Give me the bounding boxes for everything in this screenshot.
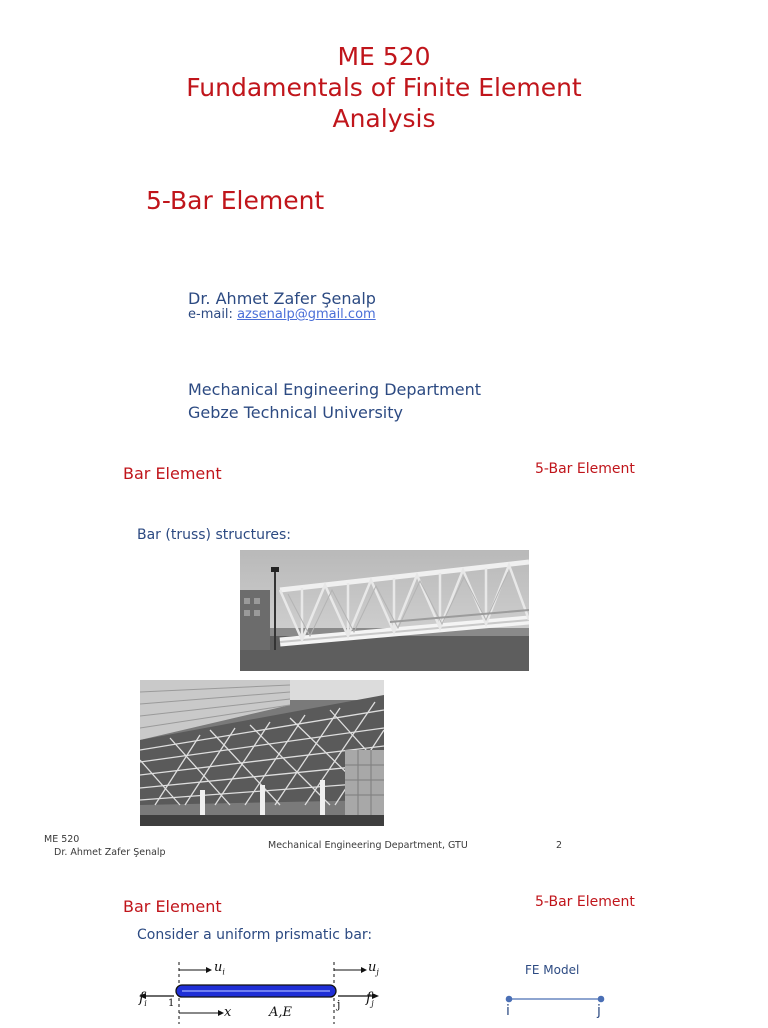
university-name: Gebze Technical University xyxy=(188,403,403,422)
fe-node-i-label: i xyxy=(506,1003,510,1019)
slide2-title: Bar Element xyxy=(123,464,222,483)
email-label: e-mail: xyxy=(188,307,238,322)
node-1-label: 1 xyxy=(168,998,175,1009)
f-i-label: $f_i$ xyxy=(139,990,147,1008)
course-title-line2: Analysis xyxy=(332,104,436,133)
fe-model-label: FE Model xyxy=(525,963,580,977)
department-name: Mechanical Engineering Department xyxy=(188,380,482,399)
course-code: ME 520 xyxy=(337,42,431,71)
slide3-text: Consider a uniform prismatic bar: xyxy=(137,927,373,943)
slide3-title: Bar Element xyxy=(123,897,222,916)
author-name: Dr. Ahmet Zafer Şenalp xyxy=(188,289,376,308)
footer-page-number: 2 xyxy=(556,840,563,851)
slide3-chapter: 5-Bar Element xyxy=(535,894,635,910)
email-link[interactable]: azsenalp@gmail.com xyxy=(237,307,376,322)
footer-author: Dr. Ahmet Zafer Şenalp xyxy=(54,847,166,858)
course-title-line1: Fundamentals of Finite Element xyxy=(186,73,582,102)
slide2-chapter: 5-Bar Element xyxy=(535,461,635,477)
u-i-label: $u_i$ xyxy=(214,960,225,977)
x-axis-label: x xyxy=(224,1005,232,1020)
bar-diagram xyxy=(136,958,396,1024)
footer-department: Mechanical Engineering Department, GTU xyxy=(268,840,468,851)
f-j-label: $f_j$ xyxy=(366,990,374,1008)
footer-course: ME 520 xyxy=(44,834,80,845)
truss-bridge-photo xyxy=(240,550,529,671)
section-properties-label: A,E xyxy=(269,1005,293,1020)
email-row xyxy=(188,307,376,322)
space-frame-photo xyxy=(140,680,384,826)
chapter-title: 5-Bar Element xyxy=(146,186,325,215)
fe-node-j-label: j xyxy=(597,1003,601,1019)
slide2-text: Bar (truss) structures: xyxy=(137,527,292,543)
u-j-label: $u_j$ xyxy=(368,960,379,977)
fe-model-diagram xyxy=(503,990,607,1002)
node-j-label: j xyxy=(337,998,341,1011)
